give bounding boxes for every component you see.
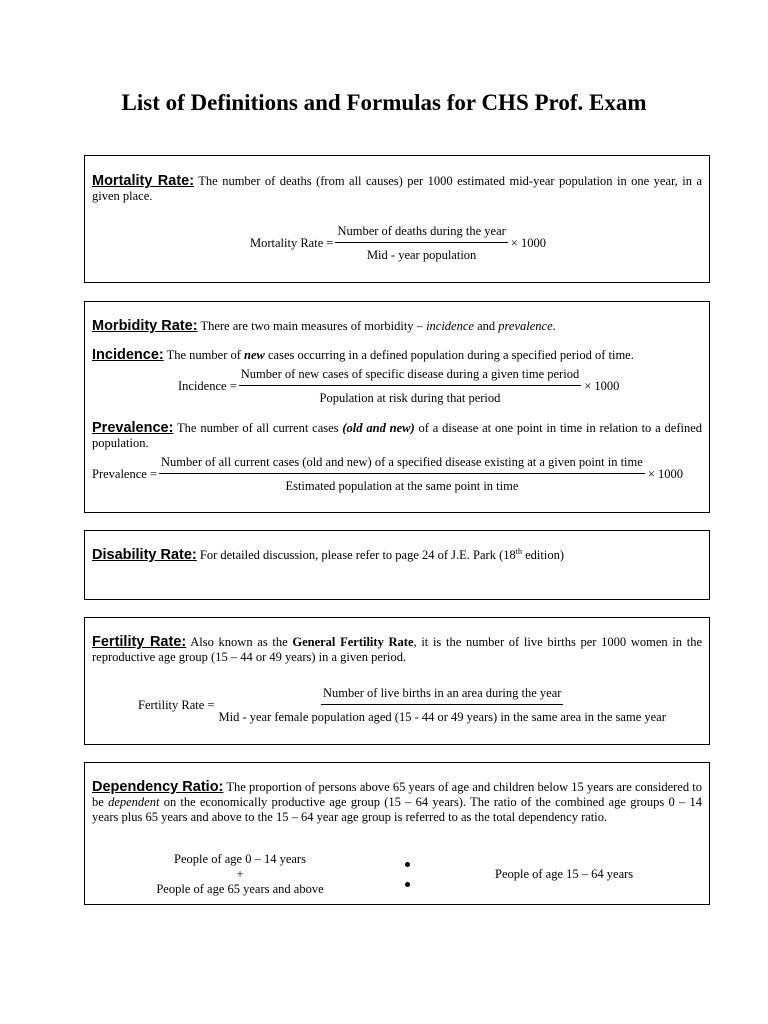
dependency-text-2: on the economically productive age group (15 – 64 years). The ratio of the combined age groups 0 – 14 years plus 65 years and above to the 15 – 64 year age group is referred to as the total dependency ratio. xyxy=(92,795,703,824)
fertility-fraction xyxy=(216,686,667,725)
prevalence-numerator: Number of all current cases (old and new) of a specified disease existing at a given point in time xyxy=(159,455,645,474)
mortality-formula-lhs: Mortality Rate = xyxy=(250,236,334,250)
mortality-formula xyxy=(250,224,546,263)
incidence-numerator: Number of new cases of specific disease during a given time period xyxy=(239,367,581,386)
dependency-emphasis: dependent xyxy=(108,795,160,809)
morbidity-term-incidence: incidence xyxy=(426,319,474,333)
mortality-heading: Mortality Rate: xyxy=(92,173,195,189)
page-title: List of Definitions and Formulas for CHS Prof. Exam xyxy=(121,90,647,115)
fertility-formula xyxy=(138,686,670,725)
morbidity-definition xyxy=(92,319,702,334)
mortality-denominator: Mid - year population xyxy=(366,248,477,262)
fertility-bold-term: General Fertility Rate xyxy=(292,635,414,649)
ratio-dot-bottom xyxy=(405,882,410,887)
dependency-left-plus: + xyxy=(236,867,244,881)
dependency-right: People of age 15 – 64 years xyxy=(495,867,634,881)
mortality-multiplier: × 1000 xyxy=(510,236,546,250)
dependency-left-line-1: People of age 0 – 14 years xyxy=(174,852,306,866)
fertility-formula-lhs: Fertility Rate = xyxy=(138,698,215,712)
prevalence-formula xyxy=(92,455,683,494)
fertility-text-after: , it is the number of live births per 1000 women in the reproductive age group (15 – 44 or 49 years) in a given period. xyxy=(92,635,703,664)
disability-text-before: For detailed discussion, please refer to page 24 of J.E. Park (18 xyxy=(199,548,516,562)
prevalence-denominator: Estimated population at the same point in time xyxy=(285,479,519,493)
fertility-numerator: Number of live births in an area during the year xyxy=(321,686,563,705)
morbidity-text-before: There are two main measures of morbidity – xyxy=(200,319,423,333)
prevalence-heading: Prevalence: xyxy=(92,420,174,436)
fertility-denominator: Mid - year female population aged (15 - 44 or 49 years) in the same area in the same year xyxy=(218,710,666,724)
dependency-heading: Dependency Ratio: xyxy=(92,779,224,795)
fertility-heading: Fertility Rate: xyxy=(92,634,187,650)
incidence-formula-lhs: Incidence = xyxy=(178,379,237,393)
morbidity-rate-section xyxy=(84,301,710,513)
disability-rate-section xyxy=(84,530,710,600)
morbidity-text-end: . xyxy=(552,319,556,333)
incidence-text-before: The number of xyxy=(166,348,241,362)
morbidity-heading: Morbidity Rate: xyxy=(92,318,198,334)
incidence-formula xyxy=(178,367,619,406)
prevalence-text-after: of a disease at one point in time in relation to a defined population. xyxy=(92,421,703,450)
incidence-definition xyxy=(92,348,702,363)
mortality-numerator: Number of deaths during the year xyxy=(335,224,507,243)
prevalence-multiplier: × 1000 xyxy=(647,467,683,481)
incidence-multiplier: × 1000 xyxy=(584,379,620,393)
mortality-rate-section xyxy=(84,155,710,283)
fertility-definition xyxy=(92,635,702,665)
fertility-text-before: Also known as the xyxy=(190,635,288,649)
disability-definition xyxy=(92,548,702,563)
dependency-left-group xyxy=(140,852,340,897)
disability-superscript: th xyxy=(515,546,522,556)
dependency-definition xyxy=(92,780,702,825)
dependency-text-1: The proportion of persons above 65 years of age and children below 15 years are considered to be xyxy=(92,780,702,809)
morbidity-text-and: and xyxy=(477,319,496,333)
prevalence-definition xyxy=(92,421,702,451)
incidence-denominator: Population at risk during that period xyxy=(319,391,501,405)
dependency-ratio-section xyxy=(84,762,710,905)
mortality-fraction xyxy=(335,224,507,263)
prevalence-formula-lhs: Prevalence = xyxy=(92,467,158,481)
prevalence-emphasis: (old and new) xyxy=(342,421,415,435)
incidence-text-after: cases occurring in a defined population during a specified period of time. xyxy=(268,348,634,362)
prevalence-fraction xyxy=(159,455,645,494)
fertility-rate-section xyxy=(84,617,710,745)
ratio-dot-top xyxy=(405,862,410,867)
incidence-fraction xyxy=(239,367,581,406)
morbidity-term-prevalence: prevalence xyxy=(498,319,553,333)
disability-heading: Disability Rate: xyxy=(92,547,197,563)
mortality-text: The number of deaths (from all causes) per 1000 estimated mid-year population in one year, in a given place. xyxy=(92,174,702,203)
prevalence-text-before: The number of all current cases xyxy=(177,421,339,435)
incidence-emphasis: new xyxy=(244,348,265,362)
dependency-left-line-2: People of age 65 years and above xyxy=(156,882,324,896)
disability-text-after: edition) xyxy=(525,548,565,562)
incidence-heading: Incidence: xyxy=(92,347,164,363)
mortality-definition xyxy=(92,174,702,204)
